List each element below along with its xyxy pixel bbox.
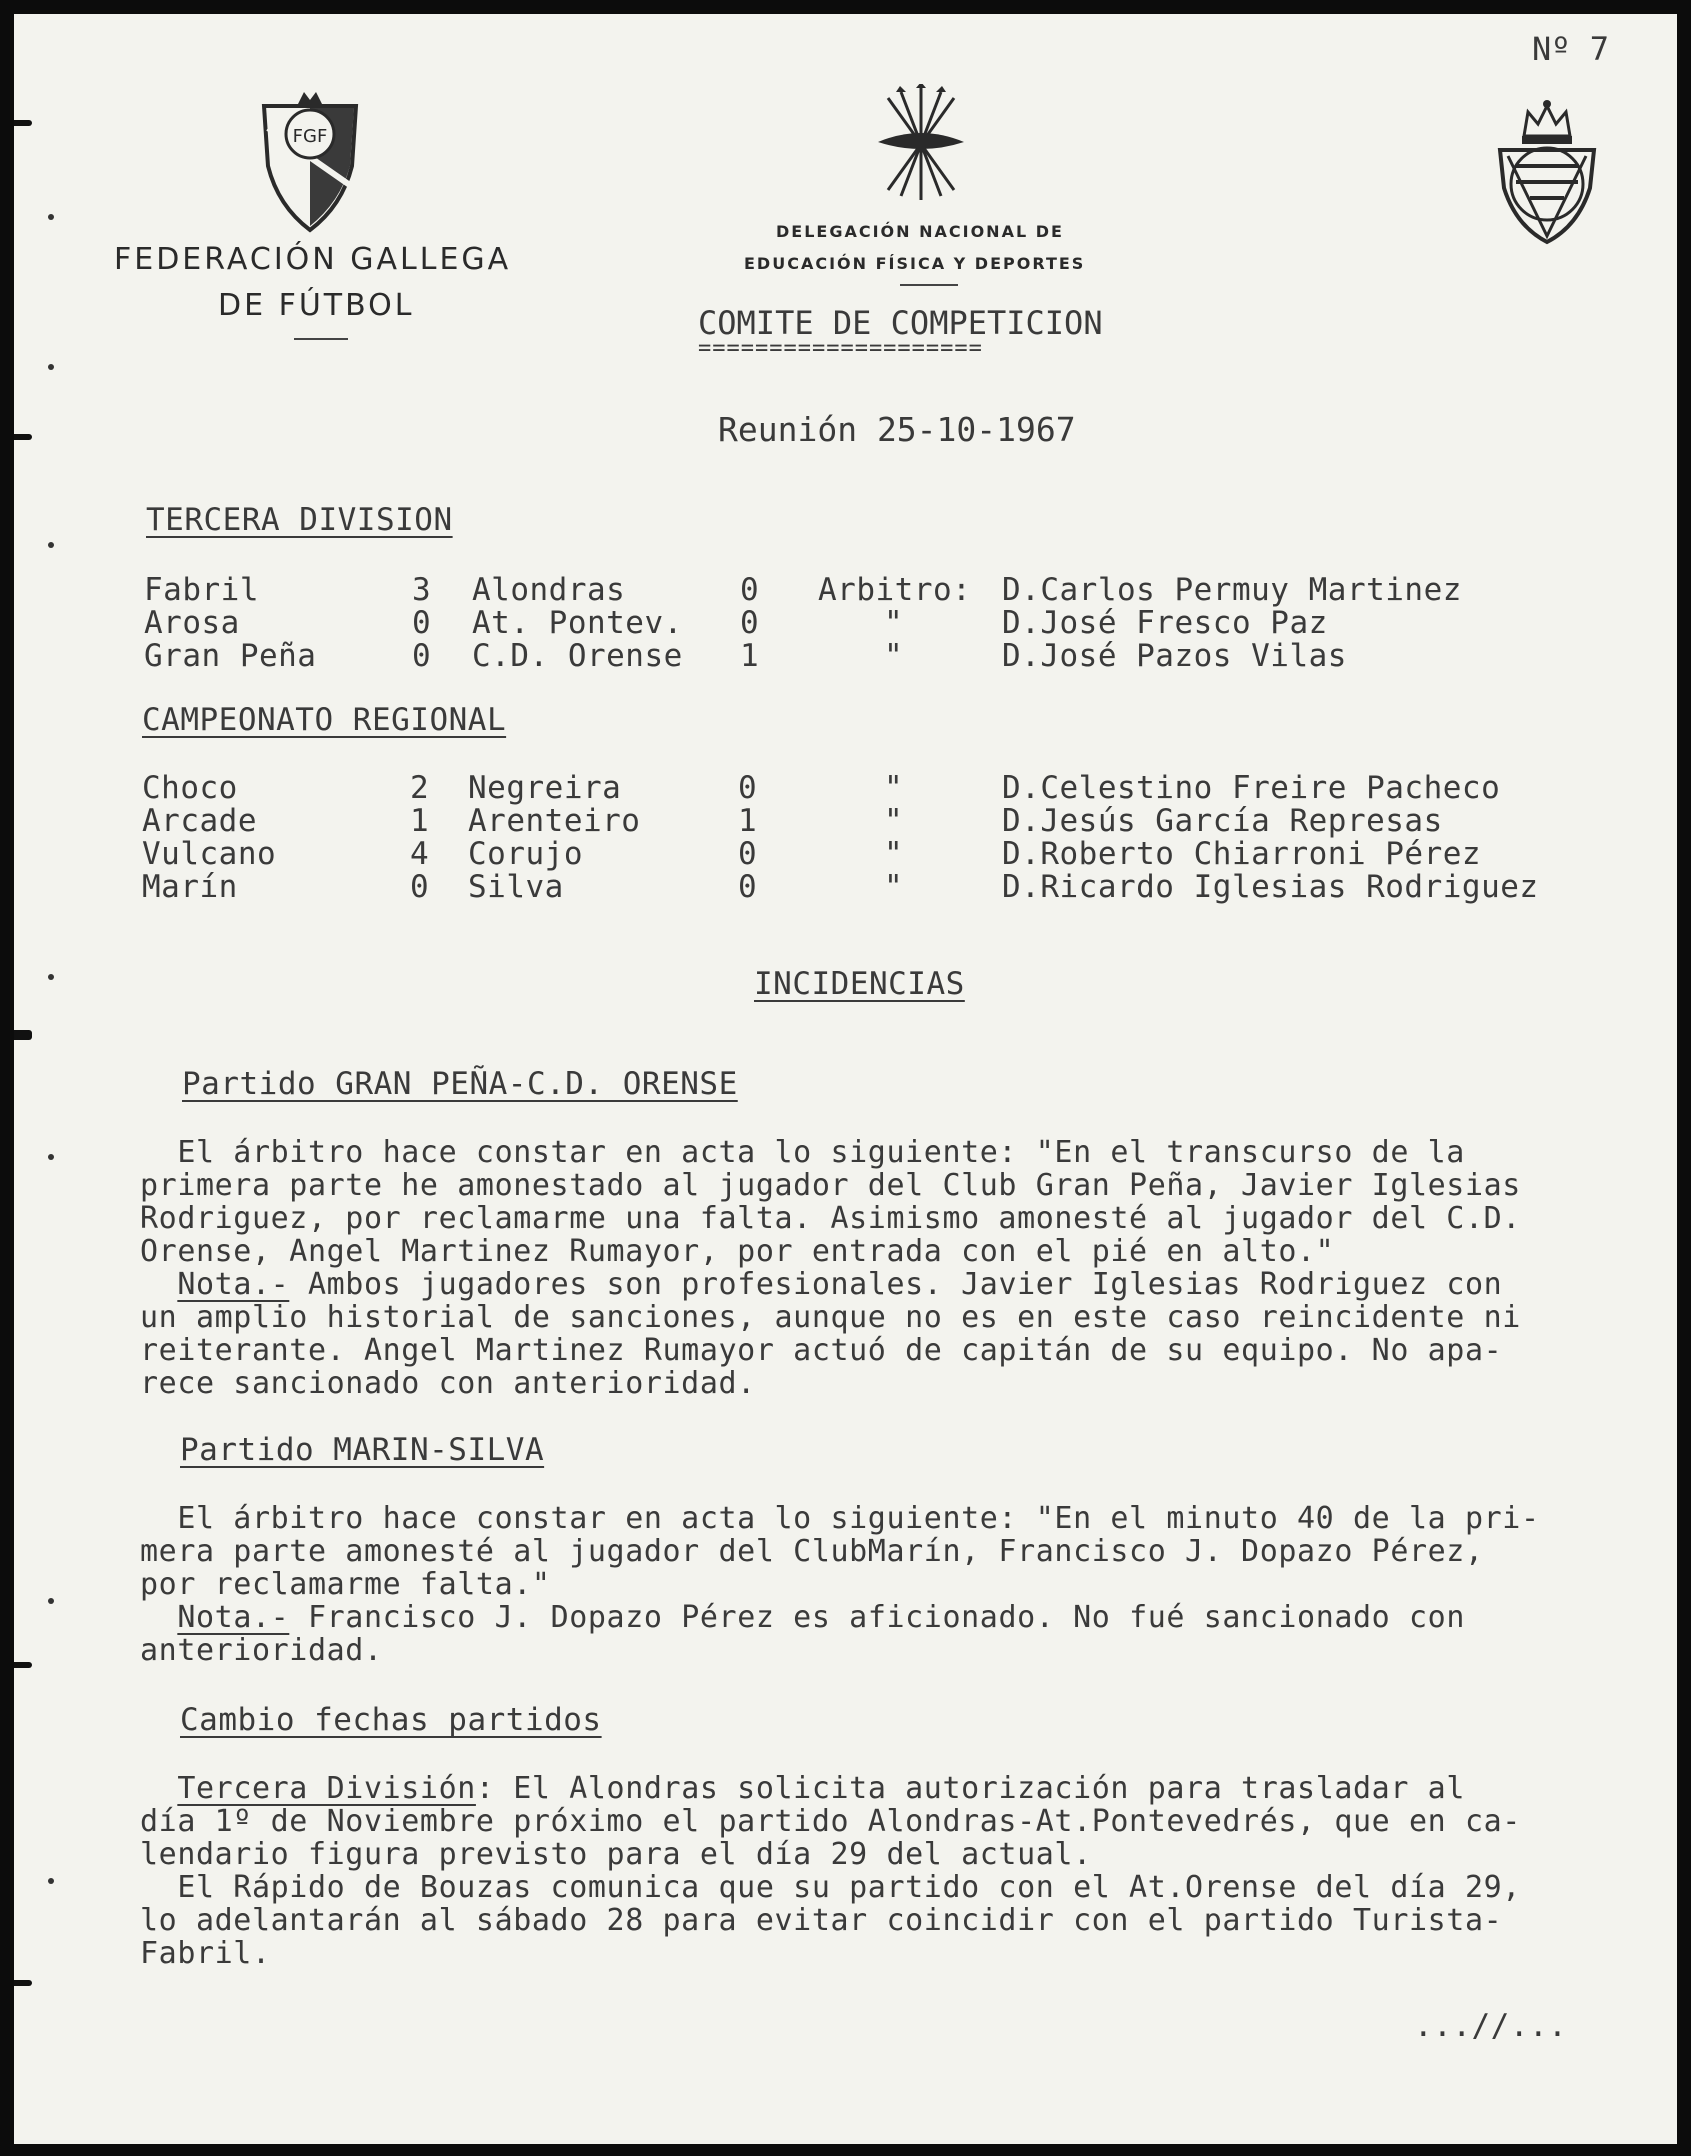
speck xyxy=(48,1154,54,1160)
ditto-mark: " xyxy=(884,605,904,641)
section-title-tercera: TERCERA DIVISION xyxy=(146,502,453,538)
match-home-goals: 2 xyxy=(410,770,430,806)
incident-report xyxy=(140,1502,1640,1667)
referee-name: D.José Pazos Vilas xyxy=(1002,638,1347,674)
text-line: anterioridad. xyxy=(140,1633,383,1667)
match-away-goals: 0 xyxy=(740,605,760,641)
match-away-goals: 1 xyxy=(740,638,760,674)
referee-name: D.Ricardo Iglesias Rodriguez xyxy=(1002,869,1539,905)
text-line: un amplio historial de sanciones, aunque no es en este caso reincidente ni xyxy=(140,1300,1521,1335)
referee-name: D.Jesús García Represas xyxy=(1002,803,1443,839)
text-line: Ambos jugadores son profesionales. Javier Iglesias Rodriguez con xyxy=(289,1267,1503,1302)
text-line: día 1º de Noviembre próximo el partido Alondras-At.Pontevedrés, que en ca- xyxy=(140,1804,1521,1839)
speck xyxy=(48,542,54,548)
match-away: Corujo xyxy=(468,836,583,872)
division-label: Tercera División xyxy=(177,1772,476,1806)
delegation-line2: EDUCACIÓN FÍSICA Y DEPORTES xyxy=(744,254,1086,273)
text-line: Francisco J. Dopazo Pérez es aficionado. No fué sancionado con xyxy=(289,1600,1465,1635)
yoke-arrows-emblem-icon xyxy=(876,84,966,206)
divider xyxy=(294,338,348,340)
match-title: Partido GRAN PEÑA-C.D. ORENSE xyxy=(182,1066,738,1102)
section-title-incidencias: INCIDENCIAS xyxy=(754,966,965,1002)
match-home-goals: 0 xyxy=(410,869,430,905)
text-line: El árbitro hace constar en acta lo siguiente: "En el transcurso de la xyxy=(140,1136,1465,1170)
royal-crest-icon xyxy=(1494,96,1600,246)
speck xyxy=(48,1598,54,1604)
speck xyxy=(48,214,54,220)
match-home-goals: 3 xyxy=(412,572,432,608)
text-line: lendario figura previsto para el día 29 del actual. xyxy=(140,1837,1092,1872)
binding-hole xyxy=(14,1980,32,1986)
nota-line xyxy=(140,1268,1640,1301)
page-number: Nº 7 xyxy=(1532,30,1610,68)
match-home: Arosa xyxy=(144,605,240,641)
ditto-mark: " xyxy=(884,803,904,839)
binding-hole xyxy=(14,120,32,126)
match-home-goals: 1 xyxy=(410,803,430,839)
nota-label: Nota.- xyxy=(177,1267,290,1302)
ditto-mark: " xyxy=(884,836,904,872)
text-line: El Rápido de Bouzas comunica que su partido con el At.Orense del día 29, xyxy=(140,1870,1521,1905)
match-away: At. Pontev. xyxy=(472,605,683,641)
nota-label: Nota.- xyxy=(177,1600,290,1635)
ditto-mark: " xyxy=(884,638,904,674)
match-home: Choco xyxy=(142,770,238,806)
federation-shield-icon xyxy=(260,88,360,234)
referee-name: D.Celestino Freire Pacheco xyxy=(1002,770,1501,806)
match-home-goals: 0 xyxy=(412,638,432,674)
match-home: Gran Peña xyxy=(144,638,317,674)
match-home: Arcade xyxy=(142,803,257,839)
text-line: mera parte amonesté al jugador del ClubMarín, Francisco J. Dopazo Pérez, xyxy=(140,1534,1484,1569)
text-line: por reclamarme falta." xyxy=(140,1567,551,1602)
match-away-goals: 1 xyxy=(738,803,758,839)
divider xyxy=(900,284,958,286)
text-line: reiterante. Angel Martinez Rumayor actuó de capitán de su equipo. No apa- xyxy=(140,1333,1503,1368)
referee-name: D.Carlos Permuy Martinez xyxy=(1002,572,1462,608)
match-away: Arenteiro xyxy=(468,803,641,839)
match-title: Partido MARIN-SILVA xyxy=(180,1432,545,1468)
delegation-line1: DELEGACIÓN NACIONAL DE xyxy=(776,222,1064,241)
meeting-date: Reunión 25-10-1967 xyxy=(718,410,1076,449)
speck xyxy=(48,364,54,370)
continuation-mark: ...//... xyxy=(1414,2008,1568,2044)
match-away: C.D. Orense xyxy=(472,638,683,674)
svg-text:FGF: FGF xyxy=(292,126,328,147)
match-away-goals: 0 xyxy=(738,869,758,905)
speck xyxy=(48,1878,54,1884)
match-home-goals: 4 xyxy=(410,836,430,872)
match-away: Alondras xyxy=(472,572,626,608)
text-line xyxy=(140,1772,1640,1805)
referee-name: D.José Fresco Paz xyxy=(1002,605,1328,641)
referee-name: D.Roberto Chiarroni Pérez xyxy=(1002,836,1482,872)
committee-title: COMITE DE COMPETICION xyxy=(698,304,1103,342)
section-subtitle-cambio: Cambio fechas partidos xyxy=(180,1702,602,1738)
match-away: Silva xyxy=(468,869,564,905)
text-line: primera parte he amonestado al jugador del Club Gran Peña, Javier Iglesias xyxy=(140,1168,1521,1203)
federation-name-line2: DE FÚTBOL xyxy=(218,288,415,323)
ditto-mark: " xyxy=(884,770,904,806)
text-line: lo adelantarán al sábado 28 para evitar coincidir con el partido Turista- xyxy=(140,1903,1503,1938)
text-line: Rodriguez, por reclamarme una falta. Asimismo amonesté al jugador del C.D. xyxy=(140,1201,1521,1236)
match-home: Fabril xyxy=(144,572,259,608)
speck xyxy=(48,974,54,980)
binding-hole xyxy=(14,1030,32,1040)
referee-label: Arbitro: xyxy=(818,572,972,608)
match-home: Marín xyxy=(142,869,238,905)
text-line: Fabril. xyxy=(140,1936,271,1970)
nota-line xyxy=(140,1601,1640,1634)
match-home-goals: 0 xyxy=(412,605,432,641)
match-away-goals: 0 xyxy=(738,770,758,806)
committee-rule: ==================== xyxy=(698,336,983,361)
text-line: El árbitro hace constar en acta lo siguiente: "En el minuto 40 de la pri- xyxy=(140,1502,1540,1536)
date-change-text xyxy=(140,1772,1640,1970)
text-line: Orense, Angel Martinez Rumayor, por entrada con el pié en alto." xyxy=(140,1234,1335,1269)
document-page xyxy=(14,14,1677,2144)
match-home: Vulcano xyxy=(142,836,277,872)
text-fragment: : El Alondras solicita autorización para trasladar al xyxy=(475,1772,1465,1806)
ditto-mark: " xyxy=(884,869,904,905)
match-away-goals: 0 xyxy=(738,836,758,872)
binding-hole xyxy=(14,1662,32,1668)
incident-report xyxy=(140,1136,1640,1400)
binding-hole xyxy=(14,434,32,440)
federation-name-line1: FEDERACIÓN GALLEGA xyxy=(114,242,512,277)
match-away-goals: 0 xyxy=(740,572,760,608)
section-title-regional: CAMPEONATO REGIONAL xyxy=(142,702,507,738)
match-away: Negreira xyxy=(468,770,622,806)
text-line: rece sancionado con anterioridad. xyxy=(140,1366,756,1400)
